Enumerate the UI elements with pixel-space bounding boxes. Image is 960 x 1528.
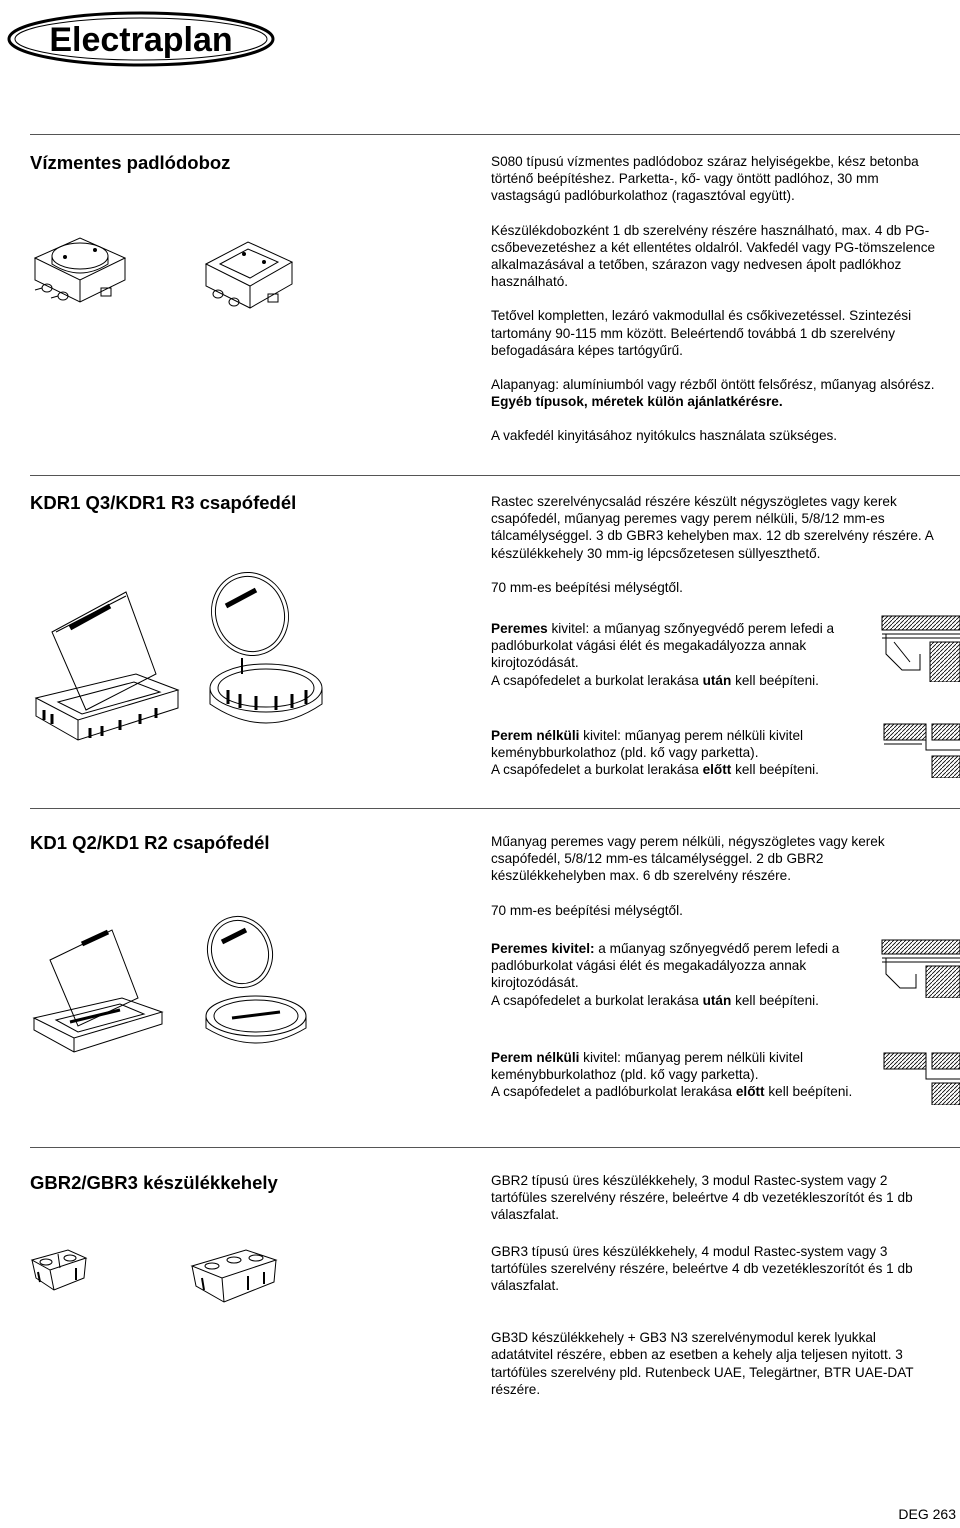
paragraph: Rastec szerelvénycsalád részére készült négyszögletes vagy kerek csapófedél, műanyag peremes vagy perem nélküli, 5/8/12 mm-es tálcamélységgel. 3 db GBR3 kehelyben max. 12 db szerelvény részére. A készülékkehely 30 mm-ig lépcsőzetesen süllyeszthető. (491, 494, 934, 561)
floor-box-square-illustration (200, 234, 300, 314)
paragraph: GBR3 típusú üres készülékkehely, 4 modul Rastec-system vagy 3 tartófüles szerelvény részére, beleértve 4 db vezetékleszorítót és 1 db válaszfalat. (491, 1243, 913, 1294)
gbr3-cup-illustration (188, 1246, 280, 1308)
flanged-section-detail (880, 938, 960, 1003)
paragraph: Műanyag peremes vagy perem nélküli, négyszögletes vagy kerek csapófedél, 5/8/12 mm-es tálcamélységgel. 2 db GBR2 készülékkehelyben max. 6 db szerelvény részére. (491, 834, 885, 884)
paragraph: Tetővel kompletten, lezáró vakmodullal és csőkivezetéssel. Szintezési tartomány 90-115 mm között. Beleértendő továbbá 1 db szerelvény befogadására képes tartógyűrű. (491, 308, 912, 358)
logo-text: Electraplan (49, 21, 233, 59)
square-cover-illustration (30, 578, 180, 748)
section-description (491, 153, 946, 445)
section-title-kd1-cover: KD1 Q2/KD1 R2 csapófedél (30, 832, 270, 853)
no-flange-section-detail (882, 1049, 960, 1110)
paragraph: S080 típusú vízmentes padlódoboz száraz helyiségekbe, kész betonba történő beépítéshez. Parketta-, kő- vagy öntött padlóhoz, 30 mm vastagságú padlóburkolathoz (ragasztóval együtt). (491, 154, 919, 204)
flanged-section-detail (880, 612, 960, 687)
no-flange-description: Perem nélküli kivitel: műanyag perem nélküli kivitel keménybburkolathoz (pld. kő vagy parketta). A csapófedelet a burkolat lerakása előtt kell beépíteni. (491, 728, 819, 778)
flanged-description: Peremes kivitel: a műanyag szőnyegvédő perem lefedi a padlóburkolat vágási élét és megakadályozza annak kirojtozódását. A csapófedelet a burkolat lerakása után kell beépíteni. (491, 941, 840, 1008)
gbr2-cup-illustration (28, 1246, 90, 1296)
paragraph: 70 mm-es beépítési mélységtől. (491, 579, 683, 595)
paragraph: GB3D készülékkehely + GB3 N3 szerelvénymodul kerek lyukkal adatátvitel részére, ebben az esetben a kehely alja teljesen nyitott. 3 tartófüles szerelvény pld. Rutenbeck UAE, Telegärtner, BTR UAE-DAT részére. (491, 1330, 914, 1397)
divider (30, 1147, 960, 1148)
floor-box-round-illustration (25, 230, 135, 308)
divider (30, 808, 960, 809)
section-title-kdr1-cover: KDR1 Q3/KDR1 R3 csapófedél (30, 492, 297, 513)
electraplan-logo (6, 10, 276, 68)
no-flange-description: Perem nélküli kivitel: műanyag perem nélküli kivitel keménybburkolathoz (pld. kő vagy parketta). A csapófedelet a padlóburkolat lerakása előtt kell beépíteni. (491, 1050, 853, 1100)
section-description (491, 833, 936, 936)
section-title-watertight-box: Vízmentes padlódoboz (30, 152, 231, 173)
section-title-gbr-cup: GBR2/GBR3 készülékkehely (30, 1172, 278, 1193)
paragraph: GBR2 típusú üres készülékkehely, 3 modul Rastec-system vagy 2 tartófüles szerelvény részére, beleértve 4 db vezetékleszorítót és 1 db válaszfalat. (491, 1173, 913, 1223)
divider (30, 134, 960, 135)
paragraph: Alapanyag: alumíniumból vagy rézből öntött felsőrész, műanyag alsórész. Egyéb típusok, méretek külön ajánlatkérésre. (491, 377, 935, 410)
section-description (491, 1172, 936, 1398)
no-flange-section-detail (882, 720, 960, 783)
paragraph: 70 mm-es beépítési mélységtől. (491, 902, 683, 918)
page-code: DEG 263 (898, 1506, 956, 1522)
divider (30, 475, 960, 476)
round-cover-illustration (196, 912, 311, 1057)
paragraph: Készülékdobozként 1 db szerelvény részére használható, max. 4 db PG-csőbevezetéshez a két ellentétes oldalról. Vakfedél vagy PG-tömszelence alkalmazásával a tetőben, szárazon vagy nedvesen ápolt padlókhoz használható. (491, 222, 936, 290)
square-cover-illustration (28, 914, 168, 1064)
round-cover-illustration (200, 570, 330, 740)
paragraph: A vakfedél kinyitásához nyitókulcs használata szükséges. (491, 428, 838, 444)
section-description (491, 493, 936, 613)
flanged-description: Peremes kivitel: a műanyag szőnyegvédő perem lefedi a padlóburkolat vágási élét és megakadályozza annak kirojtozódását. A csapófedelet a burkolat lerakása után kell beépíteni. (491, 621, 835, 688)
